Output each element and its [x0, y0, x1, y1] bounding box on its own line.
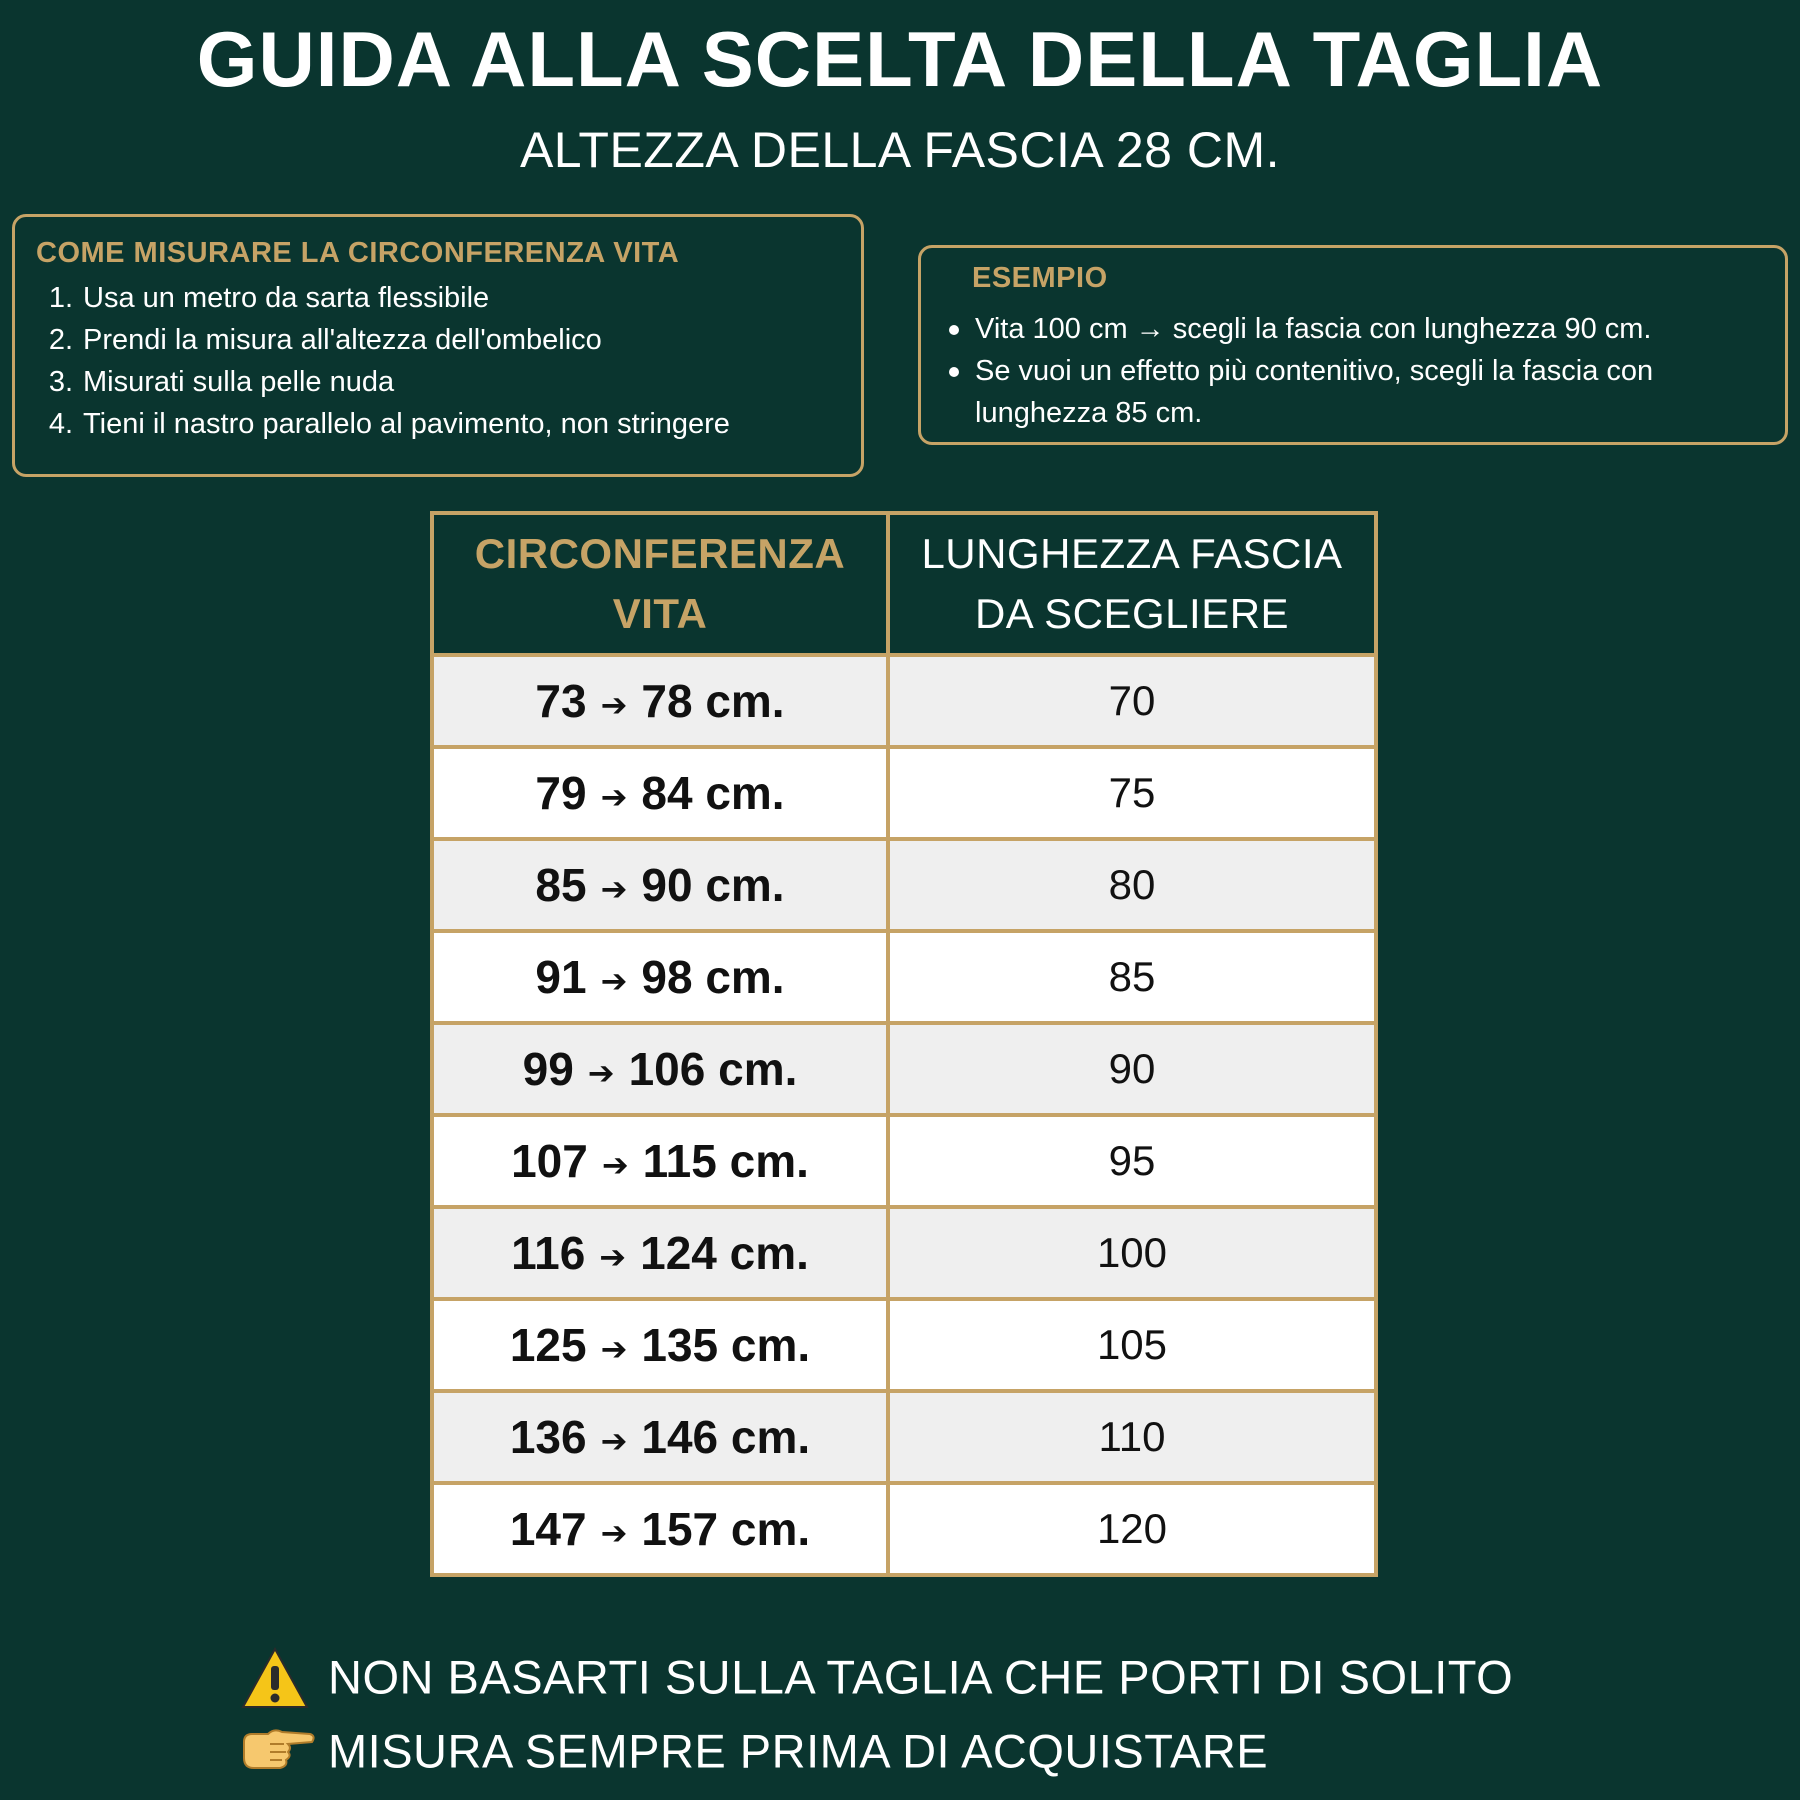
table-row — [432, 1023, 1376, 1115]
length-cell: 85 — [888, 931, 1376, 1023]
arrow-right-icon: ➔ — [600, 686, 628, 723]
length-cell: 110 — [888, 1391, 1376, 1483]
warning-icon — [240, 1646, 310, 1710]
howto-step — [35, 403, 865, 445]
arrow-right-icon: ➔ — [600, 778, 628, 815]
waist-range-cell — [432, 1391, 888, 1483]
howto-step — [35, 319, 865, 361]
waist-range-cell — [432, 1299, 888, 1391]
table-row — [432, 1207, 1376, 1299]
range-from: 79 — [535, 767, 587, 819]
howto-step — [35, 361, 865, 403]
arrow-right-icon: ➔ — [587, 1054, 615, 1091]
range-to: 115 cm. — [642, 1135, 809, 1187]
warning-note — [240, 1644, 1640, 1710]
range-to: 135 cm. — [641, 1319, 811, 1371]
range-from: 136 — [509, 1411, 587, 1463]
arrow-right-icon: ➔ — [600, 1514, 628, 1551]
waist-range-cell — [432, 1023, 888, 1115]
waist-range-cell — [432, 747, 888, 839]
range-to: 157 cm. — [641, 1503, 811, 1555]
range-from: 125 — [509, 1319, 587, 1371]
column-header-waist: CIRCONFERENZA VITA — [432, 513, 888, 655]
range-to: 106 cm. — [628, 1043, 798, 1095]
range-to: 90 cm. — [641, 859, 785, 911]
waist-range-cell — [432, 1207, 888, 1299]
example-box — [918, 245, 1788, 445]
example-heading: ESEMPIO — [972, 262, 1108, 294]
waist-range-cell — [432, 839, 888, 931]
pointer-text: MISURA SEMPRE PRIMA DI ACQUISTARE — [328, 1724, 1269, 1778]
waist-range-cell — [432, 931, 888, 1023]
size-table — [430, 511, 1378, 1577]
table-row — [432, 747, 1376, 839]
pointing-hand-icon — [240, 1720, 310, 1784]
table-row — [432, 1115, 1376, 1207]
warning-text: NON BASARTI SULLA TAGLIA CHE PORTI DI SOLITO — [328, 1650, 1514, 1704]
arrow-right-icon: ➔ — [600, 1330, 628, 1367]
arrow-right-icon: ➔ — [599, 1238, 627, 1275]
page-title: GUIDA ALLA SCELTA DELLA TAGLIA — [196, 15, 1604, 103]
range-from: 147 — [509, 1503, 587, 1555]
range-to: 124 cm. — [640, 1227, 809, 1279]
table-row — [432, 839, 1376, 931]
range-from: 107 — [511, 1135, 588, 1187]
waist-range-cell — [432, 1483, 888, 1575]
pointer-note — [240, 1718, 1640, 1784]
table-row — [432, 1483, 1376, 1575]
arrow-right-icon: ➔ — [601, 1146, 629, 1183]
example-bullet-text: Vita 100 cm → scegli la fascia con lunghezza 90 cm. — [975, 313, 1652, 345]
howto-heading: COME MISURARE LA CIRCONFERENZA VITA — [36, 237, 680, 269]
range-from: 73 — [535, 675, 587, 727]
length-cell: 70 — [888, 655, 1376, 747]
arrow-right-icon: ➔ — [600, 962, 628, 999]
step-number: 3. — [48, 366, 73, 398]
range-from: 85 — [535, 859, 587, 911]
arrow-right-icon: ➔ — [600, 1422, 628, 1459]
howto-box — [12, 214, 864, 477]
howto-steps — [35, 277, 865, 445]
length-cell: 95 — [888, 1115, 1376, 1207]
length-cell: 80 — [888, 839, 1376, 931]
waist-range-cell — [432, 655, 888, 747]
table-row — [432, 931, 1376, 1023]
range-from: 116 — [511, 1227, 586, 1279]
range-to: 78 cm. — [641, 675, 785, 727]
bullet-dot-icon — [949, 367, 959, 377]
example-bullets — [945, 308, 1785, 434]
length-cell: 120 — [888, 1483, 1376, 1575]
column-header-length: LUNGHEZZA FASCIA DA SCEGLIERE — [888, 513, 1376, 655]
table-row — [432, 1391, 1376, 1483]
arrow-right-icon: ➔ — [600, 870, 628, 907]
example-bullet — [945, 350, 1785, 434]
range-from: 91 — [535, 951, 587, 1003]
range-to: 84 cm. — [641, 767, 785, 819]
range-to: 146 cm. — [641, 1411, 811, 1463]
step-number: 2. — [48, 324, 73, 356]
length-cell: 105 — [888, 1299, 1376, 1391]
page-subtitle: ALTEZZA DELLA FASCIA 28 CM. — [519, 122, 1281, 178]
table-row — [432, 1299, 1376, 1391]
step-text: Prendi la misura all'altezza dell'ombelico — [83, 324, 602, 356]
length-cell: 90 — [888, 1023, 1376, 1115]
step-text: Tieni il nastro parallelo al pavimento, non stringere — [83, 408, 730, 440]
waist-range-cell — [432, 1115, 888, 1207]
bullet-dot-icon — [949, 325, 959, 335]
step-number: 4. — [48, 408, 73, 440]
example-bullet-text: Se vuoi un effetto più contenitivo, scegli la fascia con lunghezza 85 cm. — [975, 355, 1654, 429]
range-from: 99 — [522, 1043, 574, 1095]
range-to: 98 cm. — [641, 951, 785, 1003]
table-row — [432, 655, 1376, 747]
step-text: Usa un metro da sarta flessibile — [83, 282, 490, 314]
table-header-row — [432, 513, 1376, 655]
step-text: Misurati sulla pelle nuda — [83, 366, 395, 398]
example-bullet — [945, 308, 1785, 350]
length-cell: 100 — [888, 1207, 1376, 1299]
length-cell: 75 — [888, 747, 1376, 839]
step-number: 1. — [48, 282, 73, 314]
howto-step — [35, 277, 865, 319]
